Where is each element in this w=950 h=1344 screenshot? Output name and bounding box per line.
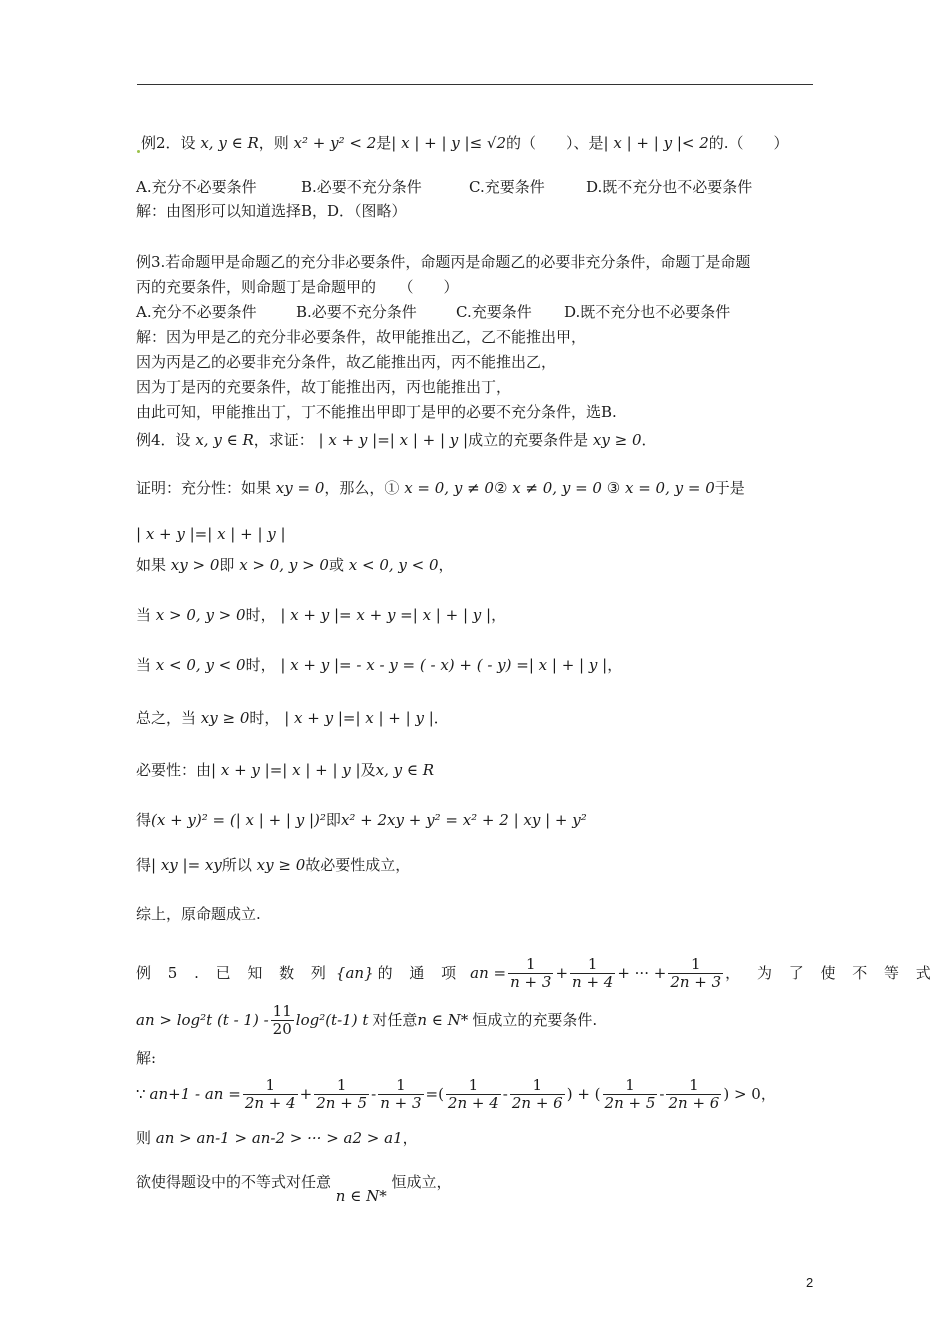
text: xy > 0 [170, 556, 220, 574]
ex4-abs [136, 855, 410, 875]
text: ，那么，① [324, 479, 400, 497]
text: xy = 0 [275, 479, 325, 497]
text: 得 [136, 856, 152, 874]
text: ，求证： [253, 431, 314, 449]
fraction [446, 1077, 501, 1112]
text: n ∈ N* [335, 1187, 387, 1205]
text: | x + y |= - x - y = ( - x) + ( - y) =| x | + | y | [280, 656, 608, 674]
option-a: A.充分不必要条件 [136, 303, 257, 321]
fraction [570, 956, 615, 991]
text: 2n + 4 [244, 1093, 296, 1112]
text: 1 [690, 954, 701, 973]
ex5-chain [136, 1128, 418, 1148]
text: {an} [335, 964, 374, 982]
text: 是 [376, 134, 392, 152]
text: x = 0, y = 0 [624, 479, 715, 497]
fraction [508, 956, 553, 991]
text: xy ≥ 0 [256, 856, 306, 874]
ex2-statement [136, 133, 789, 153]
text: 总之，当 [136, 709, 197, 727]
text: 于是 [714, 479, 745, 497]
text: ， [607, 656, 623, 674]
ex3-line2: 丙的充要条件，则命题丁是命题甲的 （ ） [136, 278, 459, 296]
ex3-sol2: 因为丙是乙的必要非充分条件，故乙能推出丙，丙不能推出乙， [136, 353, 557, 371]
ex3-sol1: 解：因为甲是乙的充分非必要条件，故甲能推出乙，乙不能推出甲， [136, 328, 587, 346]
text: 1 [526, 954, 536, 973]
text: 20 [272, 1019, 292, 1038]
text: n + 3 [510, 972, 552, 991]
text: 如果 [136, 556, 167, 574]
text: 恒成立， [391, 1173, 452, 1191]
header-rule [137, 84, 813, 85]
ex5-solution-label: 解: [136, 1049, 157, 1067]
text: 2n + 5 [316, 1093, 368, 1112]
option-d: D.既不充分也不必要条件 [586, 178, 753, 196]
ex4-if-positive [136, 555, 454, 575]
ex4-result1 [136, 524, 286, 544]
text: 对任意 [372, 1011, 418, 1029]
text: an+1 - an = [149, 1085, 241, 1103]
text: n + 3 [380, 1093, 422, 1112]
text: 1 [532, 1075, 543, 1094]
page-number: 2 [806, 1275, 814, 1290]
text: ② [493, 479, 508, 497]
text: 1 [468, 1075, 479, 1094]
ex4-case-positive [136, 605, 506, 625]
text: n ∈ N* [417, 1011, 469, 1029]
text: 证明：充分性：如果 [136, 479, 272, 497]
text: | x + y |=| x | + | y | [284, 709, 434, 727]
text: 即 [325, 811, 341, 829]
fraction [666, 1077, 721, 1112]
text: 1 [587, 954, 598, 973]
text: 恒成立的充要条件. [472, 1011, 598, 1029]
text: 时， [249, 709, 280, 727]
text: x ≠ 0, y = 0 [512, 479, 602, 497]
text: ∵ [136, 1085, 146, 1103]
text: x, y ∈ R [195, 431, 254, 449]
text: | x + y |=| x | + | y | [136, 525, 286, 543]
fraction [603, 1077, 658, 1112]
text: 2n + 5 [604, 1093, 656, 1112]
text: 1 [625, 1075, 635, 1094]
text: x < 0, y < 0 [348, 556, 439, 574]
ex2-cond2: | x | + | y |≤ √2 [391, 134, 507, 152]
text: an > log²t (t - 1) - [136, 1011, 269, 1029]
text: ， 为 了 使 不 等 式 [725, 964, 937, 982]
ex2-cond1: x² + y² < 2 [293, 134, 377, 152]
option-c: C.充要条件 [456, 303, 532, 321]
text: 所以 [221, 856, 252, 874]
text: 当 [136, 656, 152, 674]
fraction [378, 1077, 423, 1112]
fraction [668, 956, 723, 991]
ex5-statement: 例 5 . 已 知 数 列 {an} 的 通 项 an = $\frac{1}{n + 3}$ + $\frac{1}{n + 4}$ + ··· + $\frac{1}{2n + 3}$ ， 为 了 使 不 等 式 [136, 954, 937, 991]
ex5-inequality [136, 1000, 597, 1040]
ex4-statement [136, 430, 657, 450]
text: ， [438, 556, 454, 574]
text: ， [402, 1129, 418, 1147]
text: ． [641, 431, 657, 449]
text: 欲使得题设中的不等式对任意 [136, 1173, 332, 1191]
option-d: D.既不充分也不必要条件 [564, 303, 731, 321]
ex4-conclusion: 综上，原命题成立. [136, 905, 261, 923]
text: 例4．设 [136, 431, 191, 449]
text: 2n + 6 [668, 1093, 720, 1112]
fraction [314, 1077, 369, 1112]
text: 2n + 6 [511, 1093, 563, 1112]
text: 必要性：由 [136, 761, 212, 779]
text: an > an-1 > an-2 > ··· > a2 > a1 [155, 1129, 403, 1147]
text: x = 0, y ≠ 0 [404, 479, 494, 497]
text: 则 [136, 1129, 152, 1147]
fraction [243, 1077, 298, 1112]
text: ③ [606, 479, 621, 497]
text: ) > 0， [723, 1085, 776, 1103]
text: x² + 2xy + y² = x² + 2 | xy | + y² [340, 811, 587, 829]
text: log²(t-1) t [295, 1011, 369, 1029]
text: 成立的充要条件是 [468, 431, 589, 449]
text: ，则 [258, 134, 289, 152]
text: xy ≥ 0 [200, 709, 250, 727]
ex3-sol4: 由此可知，甲能推出丁，丁不能推出甲即丁是甲的必要不充分条件，选B. [136, 403, 617, 421]
text: + ··· + [617, 964, 667, 982]
text: 1 [396, 1075, 406, 1094]
text: 2n + 3 [670, 972, 722, 991]
ex2-solution: 解：由图形可以知道选择B，D．（图略） [136, 202, 407, 220]
ex2-options [136, 177, 752, 197]
option-c: C.充要条件 [469, 178, 545, 196]
text: 11 [272, 1001, 292, 1020]
text: (x + y)² = (| x | + | y |)² [151, 811, 326, 829]
text: | x + y |=| x | + | y | [211, 761, 361, 779]
ex4-summary [136, 708, 449, 728]
ex3-line1: 例3.若命题甲是命题乙的充分非必要条件，命题丙是命题乙的必要非充分条件，命题丁是命题 [136, 253, 751, 271]
text: 的（ ）、是 [506, 134, 604, 152]
text: x < 0, y < 0 [155, 656, 246, 674]
ex5-difference: ∵ an+1 - an = $\frac{1}{2n + 4}$ + $\frac{1}{2n + 5}$ - $\frac{1}{n + 3}$ =( $\frac{1}{2n + 4}$ - $\frac{1}{2n + 6}$ ) + ( $\frac{1}{2n + 5}$ - $\frac{1}{2n + 6}$ ) > 0， [136, 1075, 776, 1112]
text: 2n + 4 [447, 1093, 499, 1112]
option-b: B.必要不充分条件 [301, 178, 422, 196]
fraction [510, 1077, 565, 1112]
text: 时， [245, 606, 276, 624]
ex3-sol3: 因为丁是丙的充要条件，故丁能推出丙，丙也能推出丁， [136, 378, 512, 396]
ex3-options [136, 302, 730, 322]
ex2-label: 例2．设 [141, 134, 196, 152]
text: xy ≥ 0 [592, 431, 642, 449]
ex2-cond3: | x | + | y |< 2 [603, 134, 709, 152]
text: 1 [336, 1075, 347, 1094]
ex4-square [136, 810, 587, 830]
text: 1 [265, 1075, 276, 1094]
text: 的.（ ） [708, 134, 789, 152]
option-a: A.充分不必要条件 [136, 178, 257, 196]
text: 或 [328, 556, 344, 574]
text: x > 0, y > 0 [155, 606, 246, 624]
text: | x + y |=| x | + | y | [318, 431, 469, 449]
text: an = [470, 964, 507, 982]
text: ． [433, 709, 449, 727]
text: 即 [219, 556, 235, 574]
text: 及 [360, 761, 376, 779]
text: 的 通 项 [377, 964, 463, 982]
text: n + 4 [572, 972, 614, 991]
ex4-case-negative [136, 655, 622, 675]
option-b: B.必要不充分条件 [296, 303, 417, 321]
text: | x + y |= x + y =| x | + | y | [280, 606, 492, 624]
ex5-last [136, 1172, 452, 1205]
marker-dot [137, 150, 140, 153]
ex2-set: x, y ∈ R [200, 134, 259, 152]
ex4-necessity [136, 760, 434, 780]
fraction [271, 1003, 294, 1038]
text: ， [491, 606, 507, 624]
text: 例 5 . 已 知 数 列 [136, 964, 332, 982]
text: | xy |= xy [151, 856, 222, 874]
text: 时， [245, 656, 276, 674]
text: x > 0, y > 0 [239, 556, 329, 574]
text: 得 [136, 811, 152, 829]
text: x, y ∈ R [375, 761, 435, 779]
text: 当 [136, 606, 152, 624]
text: 1 [689, 1075, 699, 1094]
ex4-proof-sufficiency [136, 478, 745, 498]
text: 故必要性成立， [305, 856, 411, 874]
